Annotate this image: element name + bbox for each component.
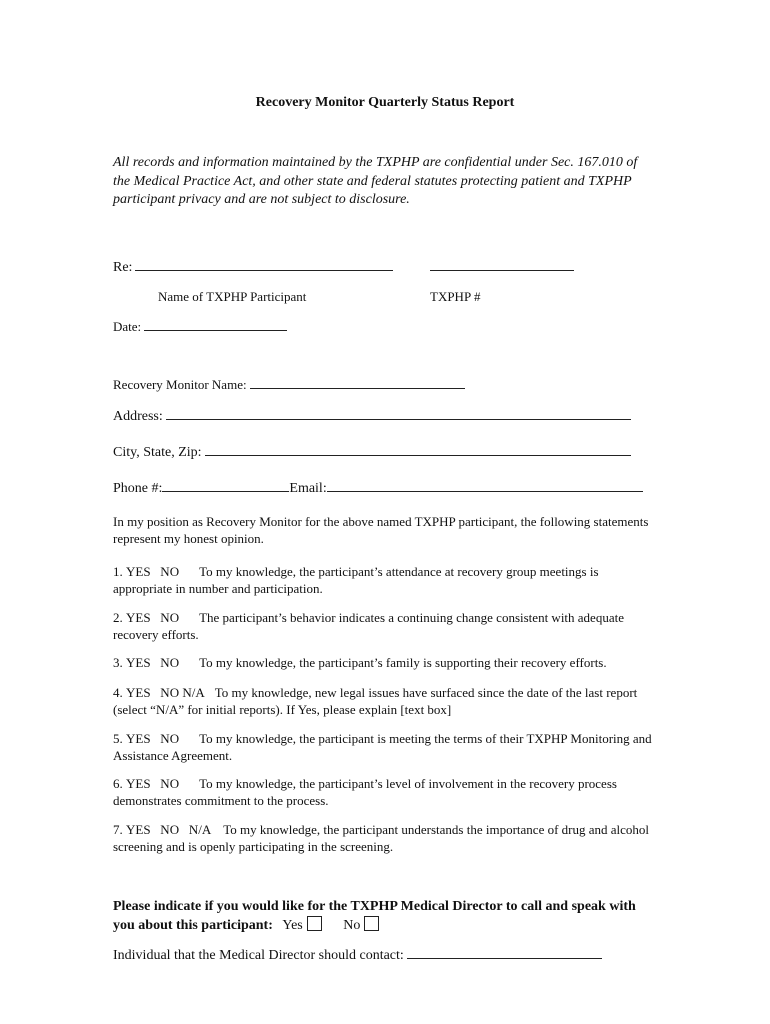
question-text: To my knowledge, the participant’s level of involvement in the recovery process demonstrates commitment to the process. [113, 776, 617, 808]
no-option [343, 918, 379, 933]
question-text: To my knowledge, the participant’s attendance at recovery group meetings is appropriate in number and participation. [113, 564, 599, 596]
question-3 [113, 654, 658, 671]
question-2 [113, 609, 658, 643]
call-request-text: Please indicate if you would like for the TXPHP Medical Director to call and speak with you about this participant: [113, 899, 636, 933]
phone-label: Phone #: [113, 481, 163, 496]
city-field[interactable] [205, 443, 631, 456]
monitor-name-row [113, 376, 465, 393]
participant-caption: Name of TXPHP Participant [158, 289, 307, 304]
contact-label: Individual that the Medical Director should contact: [113, 948, 404, 963]
contact-row [113, 946, 602, 964]
address-field[interactable] [166, 407, 631, 420]
question-text: To my knowledge, the participant understands the importance of drug and alcohol screening and is openly participating in the screening. [113, 822, 650, 854]
phone-email-row [113, 479, 643, 497]
question-text: To my knowledge, the participant’s family is supporting their recovery efforts. [199, 655, 607, 670]
txphp-number-row [430, 258, 574, 276]
question-7 [113, 821, 658, 855]
re-row [113, 258, 393, 276]
monitor-name-label: Recovery Monitor Name: [113, 377, 247, 392]
city-label: City, State, Zip: [113, 445, 202, 460]
intro-statement: In my position as Recovery Monitor for the above named TXPHP participant, the following statements represent my honest opinion. [113, 514, 649, 546]
re-label: Re: [113, 260, 133, 275]
date-field[interactable] [144, 318, 287, 331]
participant-name-field[interactable] [135, 258, 393, 271]
question-options[interactable]: YES NO N/A [126, 685, 205, 700]
no-label: No [343, 918, 361, 933]
question-text: To my knowledge, new legal issues have surfaced since the date of the last report (select “N/A” for initial reports). If Yes, please explain [text box] [113, 685, 638, 717]
question-6 [113, 775, 661, 809]
page-title: Recovery Monitor Quarterly Status Report [255, 95, 515, 110]
question-5 [113, 730, 658, 764]
question-number: 3. [113, 655, 123, 670]
confidentiality-notice: All records and information maintained by the TXPHP are confidential under Sec. 167.010 of the Medical Practice Act, and other state and federal statutes protecting patient and TXPHP participant privacy and are not subject to disclosure. [113, 155, 638, 207]
email-label: Email: [289, 481, 327, 496]
question-1 [113, 563, 658, 597]
question-number: 4. [113, 685, 123, 700]
txphp-caption: TXPHP # [430, 289, 481, 304]
phone-field[interactable] [162, 479, 289, 492]
no-checkbox[interactable] [364, 916, 379, 931]
question-4 [113, 684, 658, 718]
question-options[interactable]: YES NO [126, 564, 180, 579]
question-options[interactable]: YES NO [126, 610, 180, 625]
question-options[interactable]: YES NO N/A [126, 822, 212, 837]
txphp-number-field[interactable] [430, 258, 574, 271]
date-row [113, 318, 287, 335]
question-number: 2. [113, 610, 123, 625]
monitor-name-field[interactable] [250, 376, 465, 389]
question-options[interactable]: YES NO [126, 776, 180, 791]
contact-field[interactable] [407, 946, 602, 959]
address-row [113, 407, 631, 425]
question-text: To my knowledge, the participant is meeting the terms of their TXPHP Monitoring and Assistance Agreement. [113, 731, 652, 763]
city-row [113, 443, 631, 461]
address-label: Address: [113, 409, 163, 424]
question-number: 1. [113, 564, 123, 579]
date-label: Date: [113, 319, 142, 334]
question-number: 5. [113, 731, 123, 746]
question-options[interactable]: YES NO [126, 655, 180, 670]
question-number: 7. [113, 822, 123, 837]
email-field[interactable] [327, 479, 643, 492]
question-options[interactable]: YES NO [126, 731, 180, 746]
yes-option [282, 918, 325, 933]
call-request [113, 898, 658, 935]
question-text: The participant’s behavior indicates a continuing change consistent with adequate recovery efforts. [113, 610, 624, 642]
yes-checkbox[interactable] [307, 916, 322, 931]
yes-label: Yes [282, 918, 303, 933]
question-number: 6. [113, 776, 123, 791]
